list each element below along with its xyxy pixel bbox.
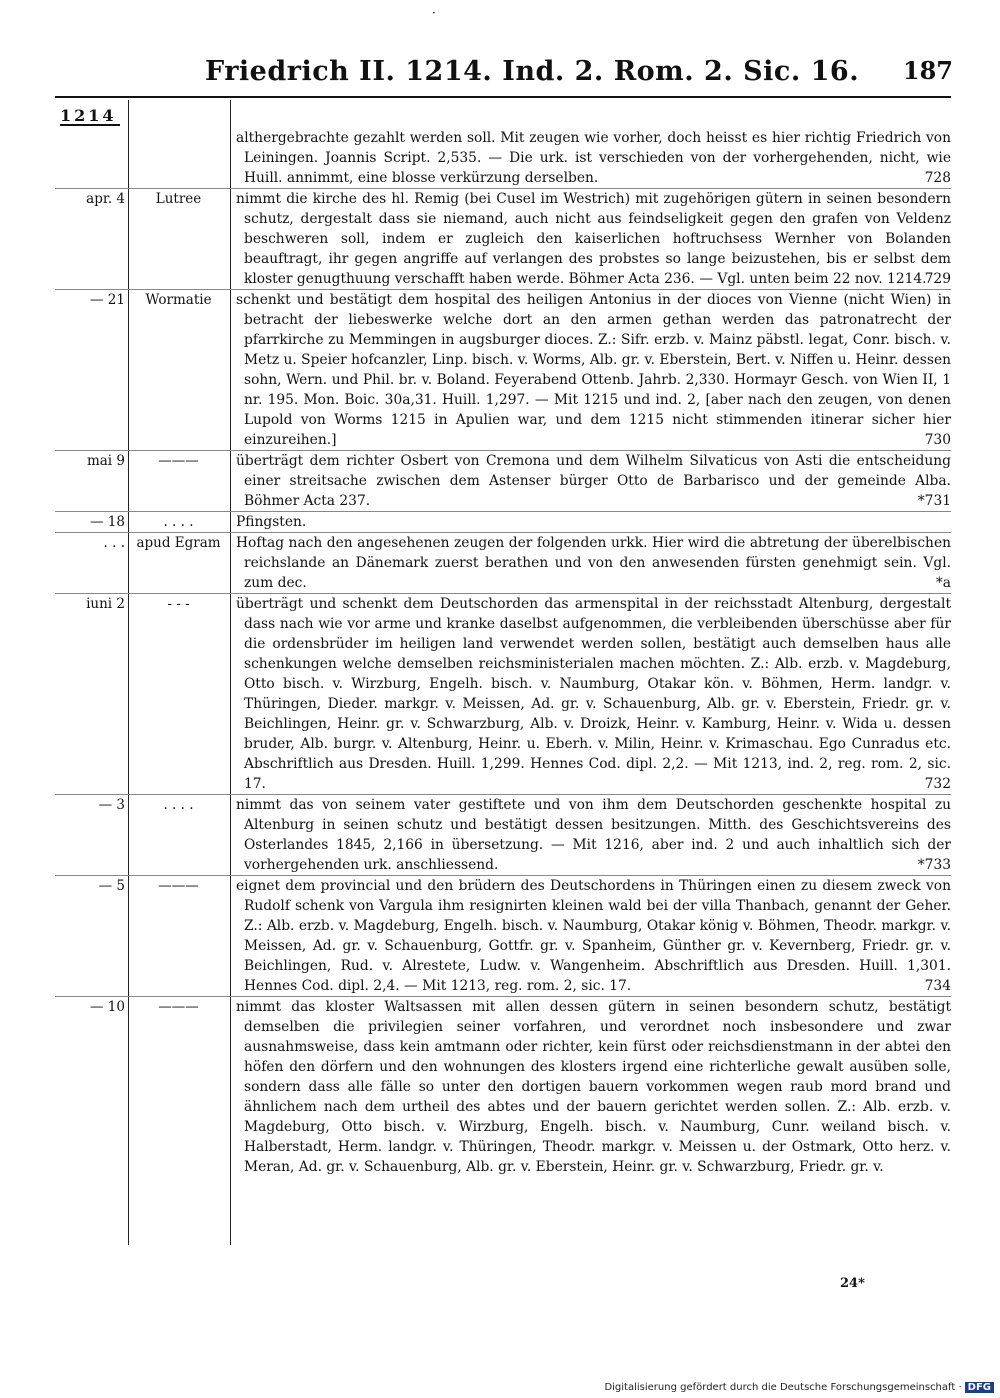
entry-730 [55,290,951,451]
credit-text: Digitalisierung gefördert durch die Deutsche Forschungsgemeinschaft · [604,1382,962,1393]
entry-732 [55,594,951,795]
entry-place: . . . . [163,514,194,530]
entry-date: . . . [103,535,125,551]
page-header [205,56,965,92]
entry-date: — 10 [90,999,125,1015]
entry-date: — 18 [90,514,125,530]
header-rule [55,96,951,98]
entry-date [55,128,129,188]
dfg-logo: DFG [965,1382,994,1393]
entry-text: nimmt das kloster Waltsassen mit allen dessen gütern in seinen besondern schutz, bestätigt demselben die privilegien seiner vorfahren, und verordnet noch insbesondere und zwar ausnahmsweise, dass kein amtmann oder richter, kein fürst oder reichsdienstmann in der abtei den höfen den dörfern und den wohnungen des klosters irgend eine richterliche gewalt ausüben solle, sondern dass alle fälle so unter den dortigen bauern vorkommen wegen raub mord brand und ähnlichem nach dem urtheil des abtes und der bauern gerichtet werden sollen. Z.: Alb. erzb. v. Magdeburg, Otto bisch. v. Wirzburg, Engelh. bisch. v. Naumburg, Cunr. weiland bisch. v. Halberstadt, Herm. landgr. v. Thüringen, Theodr. markgr. v. Meissen u. der Ostmark, Otto herz. v. Meran, Ad. gr. v. Schauenburg, Alb. gr. v. Eberstein, Heinr. gr. v. Schwarzburg, Friedr. gr. v. [236,999,951,1175]
entry-date: — 21 [90,292,125,308]
entry-text-block [228,512,951,532]
top-mark: · [432,6,436,20]
entry-text: Hoftag nach den angesehenen zeugen der folgenden urkk. Hier wird die abtretung der überelbischen reichslande an Dänemark zuerst berathen und von den anwesenden fürsten genehmigt sein. Vgl. zum dec. [236,535,951,591]
entry-number: *731 [917,493,951,509]
entry-date: — 5 [98,878,125,894]
regesta-entries [55,128,951,1177]
entry-text-block [228,594,951,794]
entry-place: . . . . [163,797,194,813]
page-number: 187 [902,56,953,85]
entry-734 [55,876,951,997]
entry-729 [55,189,951,290]
entry-place: Wormatie [145,292,212,308]
entry-place [129,128,228,188]
entry-number: 734 [924,978,951,994]
entry-a [55,533,951,594]
entry-text: überträgt dem richter Osbert von Cremona und dem Wilhelm Silvaticus von Asti die entscheidung einer streitsache zwischen dem Astenser bürger Otto de Barbarisco und der gemeinde Alba. Böhmer Acta 237. [236,453,951,509]
entry-number: 729 [924,271,951,287]
year-heading: 1214 [60,106,117,125]
entry-text: eignet dem provincial und den brüdern des Deutschordens in Thüringen einen zu diesem zweck von Rudolf schenk von Vargula ihm resignirten kleinen wald bei der villa Thanbach, genannt der Geher. Z.: Alb. erzb. v. Magdeburg, Engelh. bisch. v. Naumburg, Otakar könig v. Böhmen, Theodr. markgr. v. Meissen, Ad. gr. v. Schauenburg, Gottfr. gr. v. Spanheim, Günther gr. v. Kevernberg, Friedr. gr. v. Beichlingen, Rud. v. Alrestete, Ludw. v. Wangenheim. Abschriftlich aus Dresden. Huill. 1,301. Hennes Cod. dipl. 2,4. — Mit 1213, reg. rom. 2, sic. 17. [236,878,951,994]
entry-text: althergebrachte gezahlt werden soll. Mit zeugen wie vorher, doch heisst es hier richtig Friedrich von Leiningen. Joannis Script. 2,535. — Die urk. ist verschieden von der vorhergehenden, nicht, wie Huill. annimmt, eine blosse verkürzung derselben. [236,130,951,186]
entry-date: apr. 4 [86,191,125,207]
entry-text-block [228,795,951,875]
entry-date: — 3 [98,797,125,813]
entry-place: ——— [158,453,199,469]
entry-text-block [228,451,951,511]
entry-place: Lutree [155,191,202,207]
entry-text-block [228,876,951,996]
entry-text-block [228,290,951,450]
entry-date: iuni 2 [86,596,125,612]
entry-number: *a [935,575,951,591]
entry-text: nimmt die kirche des hl. Remig (bei Cusel im Westrich) mit zugehörigen gütern in seinen besondern schutz, dergestalt dass sie niemand, auch nicht aus feindseligkeit gegen den grafen von Veldenz beschweren soll, indem er zugleich den kaiserlichen hoftruchsess Wernher von Bolanden beauftragt, ihr gegen angriffe auf verlangen des probstes so lange beizustehen, bis er selbst dem kloster genugthuung verschafft haben werde. Böhmer Acta 236. — Vgl. unten beim 22 nov. 1214. [236,191,951,287]
running-title: Friedrich II. 1214. Ind. 2. Rom. 2. Sic. 16. [205,56,860,87]
entry-date: mai 9 [86,453,125,469]
entry-text-block [228,533,951,593]
entry-number: *733 [917,857,951,873]
entry-number: 728 [924,170,951,186]
digitization-credit [604,1382,994,1393]
entry-text: nimmt das von seinem vater gestiftete und von ihm dem Deutschorden geschenkte hospital zu Altenburg in seinen schutz und bestätigt dessen besitzungen. Mitth. des Geschichtsvereins des Osterlandes 1845, 2,166 in übersetzung. — Mit 1216, aber ind. 2 und auch inhaltlich sich der vorhergehenden urk. anschliessend. [236,797,951,873]
signature-mark: 24* [840,1276,865,1291]
entry-728 [55,128,951,189]
entry-place: - - - [167,596,190,612]
entry-733 [55,795,951,876]
entry-text: überträgt und schenkt dem Deutschorden das armenspital in der reichsstadt Altenburg, dergestalt dass nach wie vor arme und kranke daselbst aufgenommen, die verbleibenden überschüsse aber für die ordensbrüder im heiligen land verwendet werden sollen, bestätigt auch demselben haus alle schenkungen welche demselben reichsministerialen machen möchten. Z.: Alb. erzb. v. Magdeburg, Otto bisch. v. Wirzburg, Engelh. bisch. v. Naumburg, Otakar kön. v. Böhmen, Herm. landgr. v. Thüringen, Dieder. markgr. v. Meissen, Ad. gr. v. Schauenburg, Alb. gr. v. Eberstein, Friedr. gr. v. Beichlingen, Heinr. gr. v. Schwarzburg, Alb. v. Droizk, Heinr. v. Kamburg, Heinr. v. Wida u. dessen bruder, Alb. burgr. v. Altenburg, Heinr. u. Eberh. v. Milin, Heinr. v. Krimaschau. Ego Cunradus etc. Abschriftlich aus Dresden. Huill. 1,299. Hennes Cod. dipl. 2,2. — Mit 1213, ind. 2, reg. rom. 2, sic. 17. [236,596,951,792]
entry-text-block [228,189,951,289]
entry-place: ——— [158,878,199,894]
entry-number: 732 [924,776,951,792]
entry-731 [55,451,951,512]
entry-number: 730 [924,432,951,448]
entry-text-block [228,128,951,188]
entry-pfingsten [55,512,951,533]
entry-text: Pfingsten. [236,514,307,530]
entry-text-block [228,997,951,1177]
year-rule [60,124,120,126]
entry-text: schenkt und bestätigt dem hospital des heiligen Antonius in der dioces von Vienne (nicht Wien) in betracht der liebeswerke welche dort an den armen gethan werden das patronatrecht der pfarrkirche zu Memmingen in augsburger dioces. Z.: Sifr. erzb. v. Mainz päbstl. legat, Conr. bisch. v. Metz u. Speier hofcanzler, Linp. bisch. v. Worms, Alb. gr. v. Eberstein, Bert. v. Niffen u. Heinr. dessen sohn, Wern. und Phil. br. v. Boland. Feyerabend Ottenb. Jahrb. 2,330. Hormayr Gesch. von Wien II, 1 nr. 195. Mon. Boic. 30a,31. Huill. 1,297. — Mit 1215 und ind. 2, [aber nach den zeugen, von denen Lupold von Worms 1215 in Apulien war, und dem 1215 nicht stimmenden itinerar sicher hier einzureihen.] [236,292,951,448]
entry-place: apud Egram [136,535,221,551]
entry-735 [55,997,951,1177]
entry-place: ——— [158,999,199,1015]
